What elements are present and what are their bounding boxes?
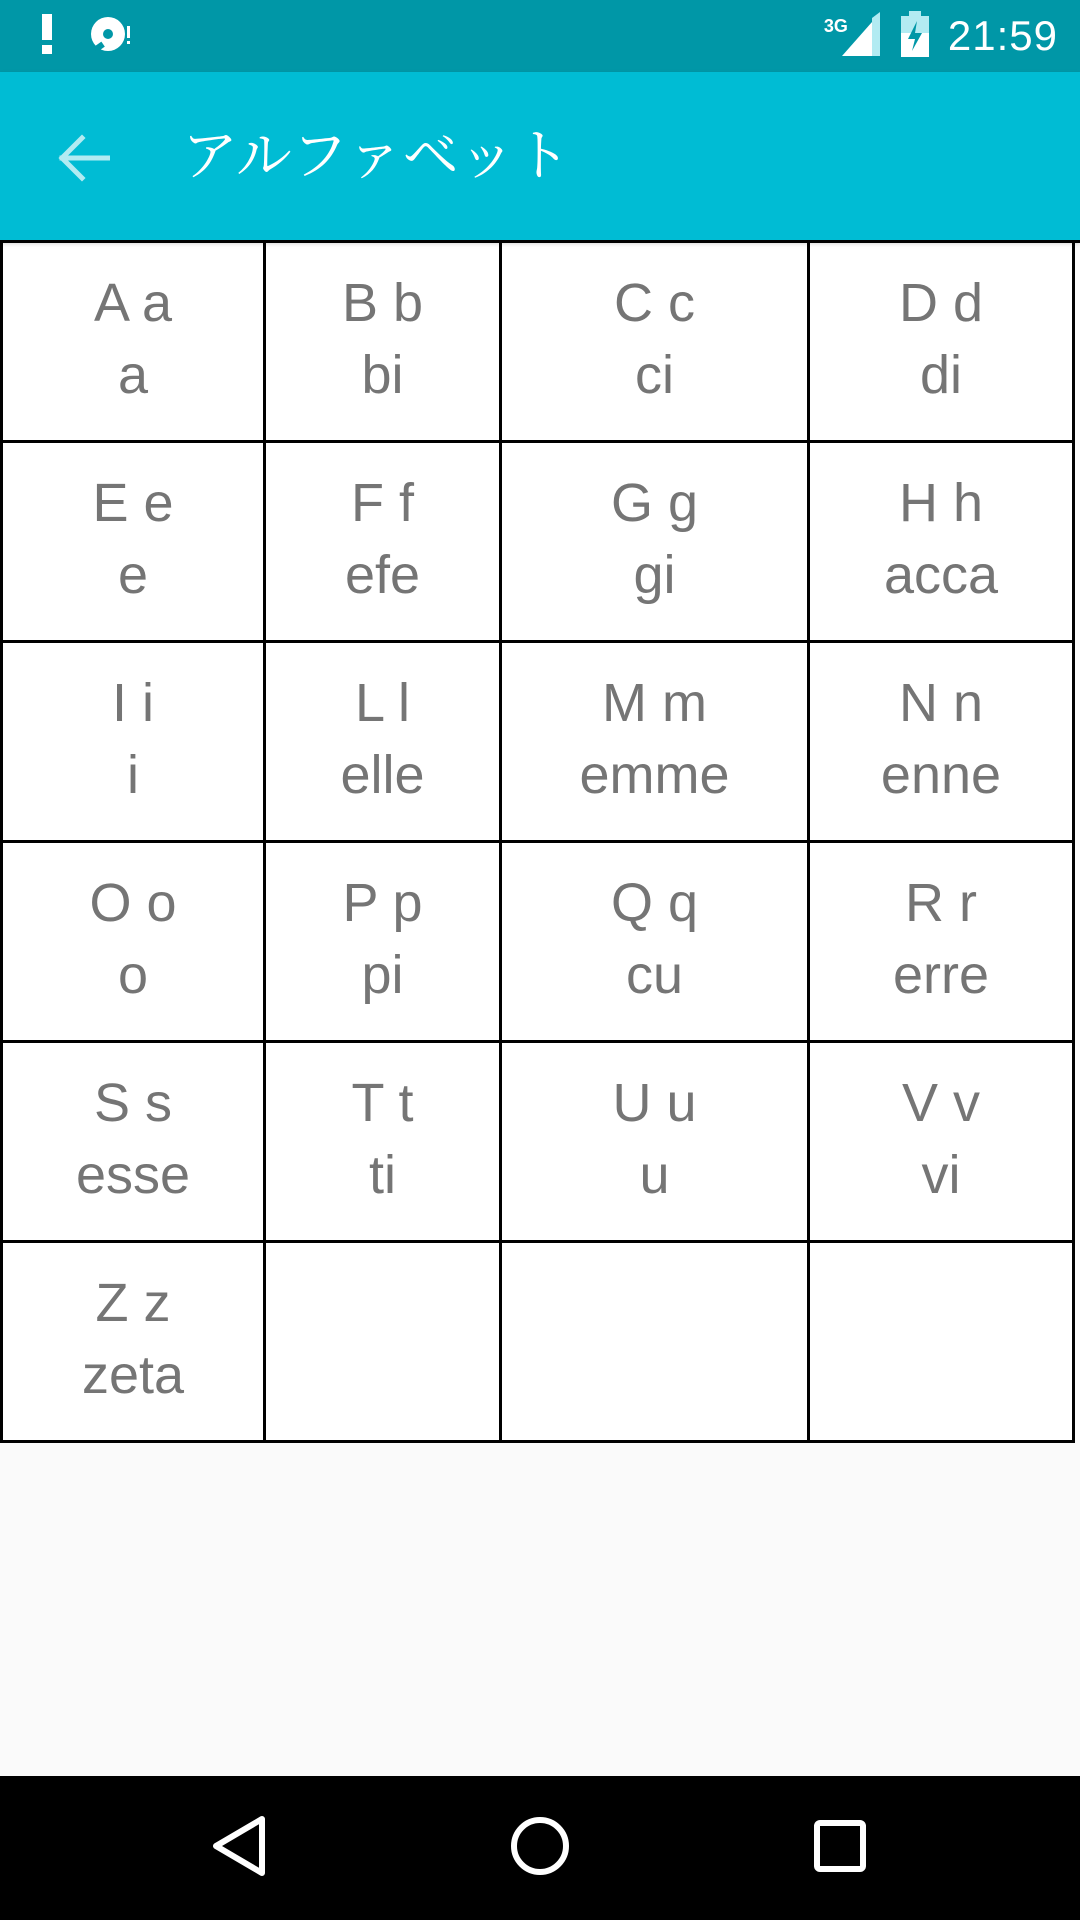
recents-square-icon [812,1818,868,1878]
empty-grid-cell [810,1243,1075,1443]
empty-grid-cell [502,1243,810,1443]
letter-name: gi [633,544,676,605]
letter-pair: I i [111,672,154,733]
letter-pair: B b [341,272,424,333]
status-left [40,0,134,72]
letter-name: esse [75,1144,191,1205]
letter-pair: D d [898,272,984,333]
letter-cell[interactable] [3,1043,266,1243]
letter-cell[interactable] [3,443,266,643]
letter-name: ti [369,1144,396,1205]
letter-pair: R r [905,872,977,933]
letter-pair: T t [351,1072,414,1133]
letter-pair: C c [614,272,695,333]
letter-name: acca [883,544,999,605]
letter-name: cu [625,944,684,1005]
letter-name: o [117,944,149,1005]
back-triangle-icon [210,1815,270,1881]
status-right [823,0,1058,72]
letter-pair: Q q [610,872,699,933]
letter-name: enne [880,744,1002,805]
nav-home-button[interactable] [490,1798,590,1898]
letter-cell[interactable] [502,243,810,443]
disc-icon [90,14,134,58]
arrow-back-icon [58,134,110,186]
letter-name: bi [361,344,404,405]
letter-name: elle [340,744,425,805]
letter-pair: V v [901,1072,981,1133]
letter-cell[interactable] [3,1243,266,1443]
letter-pair: H h [898,472,984,533]
letter-cell[interactable] [810,443,1075,643]
letter-pair: Z z [95,1272,171,1333]
app-bar [0,72,1080,240]
navigation-bar [0,1776,1080,1920]
home-circle-icon [509,1815,571,1881]
nav-back-button[interactable] [190,1798,290,1898]
letter-pair: M m [602,672,707,733]
signal-icon [823,12,882,60]
letter-pair: O o [89,872,177,933]
network-type-label: 3G [823,16,848,36]
letter-pair: A a [93,272,173,333]
status-bar [0,0,1080,72]
letter-pair: N n [898,672,984,733]
letter-cell[interactable] [266,443,502,643]
letter-name: vi [921,1144,961,1205]
letter-pair: P p [342,872,423,933]
status-time: 21:59 [947,12,1058,59]
letter-cell[interactable] [266,243,502,443]
letter-name: di [919,344,963,405]
letter-name: a [117,344,149,405]
alert-icon [40,14,54,58]
letter-name: emme [579,744,730,805]
alphabet-grid [0,240,1080,1443]
letter-cell[interactable] [502,843,810,1043]
letter-name: e [117,544,149,605]
letter-pair: G g [610,472,699,533]
letter-name: efe [344,544,421,605]
letter-name: pi [361,944,404,1005]
letter-pair: E e [92,472,174,533]
letter-name: u [639,1144,670,1205]
letter-cell[interactable] [810,643,1075,843]
letter-cell[interactable] [502,443,810,643]
back-button[interactable] [36,112,132,208]
letter-pair: U u [612,1072,697,1133]
letter-cell[interactable] [3,843,266,1043]
page-title: アルファベット [182,124,571,189]
letter-cell[interactable] [810,243,1075,443]
letter-pair: S s [93,1072,173,1133]
letter-name: ci [635,344,674,405]
letter-name: zeta [81,1344,185,1405]
empty-grid-cell [266,1243,502,1443]
letter-name: erre [892,944,990,1005]
letter-cell[interactable] [266,643,502,843]
letter-cell[interactable] [810,1043,1075,1243]
letter-pair: L l [354,672,411,733]
letter-cell[interactable] [502,1043,810,1243]
letter-cell[interactable] [3,243,266,443]
letter-cell[interactable] [266,843,502,1043]
nav-recents-button[interactable] [790,1798,890,1898]
letter-cell[interactable] [3,643,266,843]
letter-cell[interactable] [502,643,810,843]
letter-cell[interactable] [266,1043,502,1243]
battery-charging-icon [900,11,930,61]
letter-pair: F f [351,472,414,533]
letter-name: i [127,744,139,805]
letter-cell[interactable] [810,843,1075,1043]
